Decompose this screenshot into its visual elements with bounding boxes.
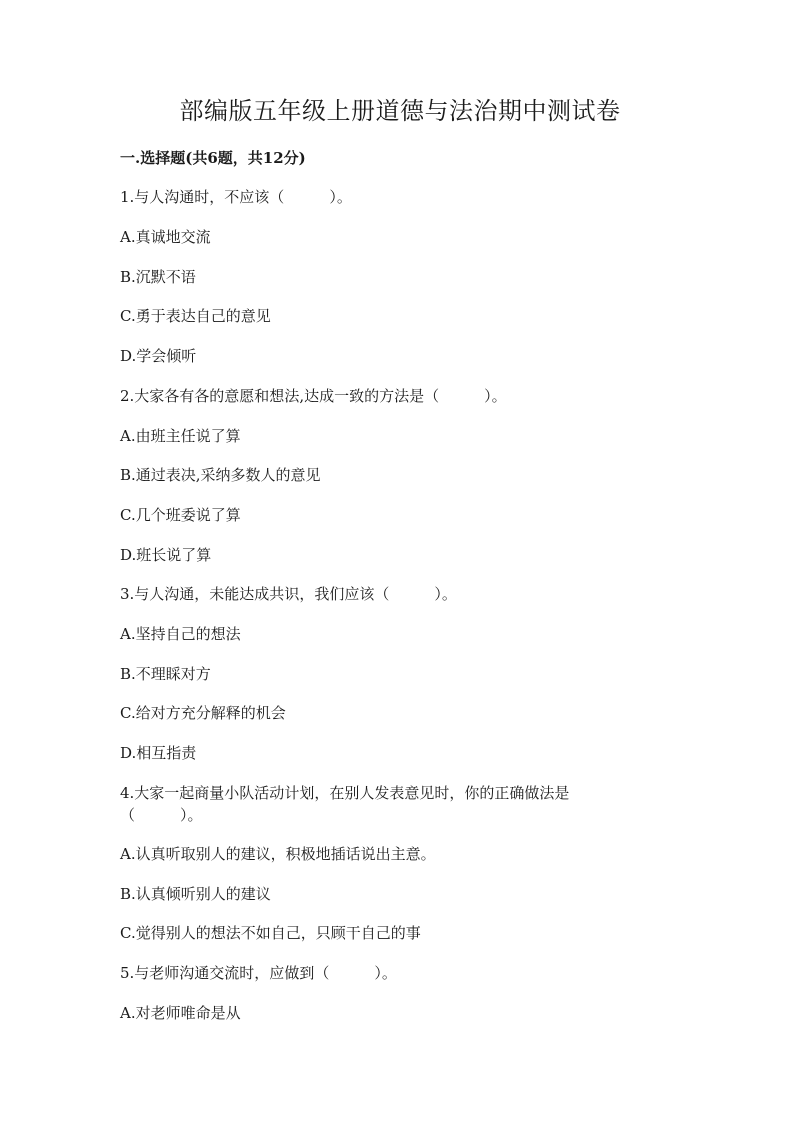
exam-title: 部编版五年级上册道德与法治期中测试卷 xyxy=(179,97,621,125)
question-4-option-b: B.认真倾听别人的建议 xyxy=(120,885,271,903)
section-heading: 一.选择题(共6题，共12分) xyxy=(120,149,306,167)
question-2-option-a: A.由班主任说了算 xyxy=(120,427,241,445)
question-5-option-a: A.对老师唯命是从 xyxy=(120,1004,241,1022)
question-1-option-d: D.学会倾听 xyxy=(120,347,197,365)
question-3-option-a: A.坚持自己的想法 xyxy=(120,625,241,643)
question-4-option-a: A.认真听取别人的建议，积极地插话说出主意。 xyxy=(120,845,436,863)
question-2-option-b: B.通过表决,采纳多数人的意见 xyxy=(120,466,321,484)
question-1-option-c: C.勇于表达自己的意见 xyxy=(120,307,271,325)
question-1-stem: 1.与人沟通时，不应该（ ）。 xyxy=(120,188,352,206)
question-4-option-c: C.觉得别人的想法不如自己，只顾干自己的事 xyxy=(120,924,421,942)
question-2-option-c: C.几个班委说了算 xyxy=(120,506,241,524)
question-1-option-b: B.沉默不语 xyxy=(120,268,196,286)
question-3-stem: 3.与人沟通，未能达成共识，我们应该（ ）。 xyxy=(120,585,457,603)
question-3-option-c: C.给对方充分解释的机会 xyxy=(120,704,286,722)
question-3-option-d: D.相互指责 xyxy=(120,744,197,762)
question-4-stem-line2: （ ）。 xyxy=(120,806,203,824)
question-2-option-d: D.班长说了算 xyxy=(120,546,212,564)
question-3-option-b: B.不理睬对方 xyxy=(120,665,211,683)
question-1-option-a: A.真诚地交流 xyxy=(120,228,211,246)
question-5-stem: 5.与老师沟通交流时，应做到（ ）。 xyxy=(120,964,397,982)
question-2-stem: 2.大家各有各的意愿和想法,达成一致的方法是（ ）。 xyxy=(120,387,507,405)
question-4-stem-line1: 4.大家一起商量小队活动计划，在别人发表意见时，你的正确做法是 xyxy=(120,784,570,802)
